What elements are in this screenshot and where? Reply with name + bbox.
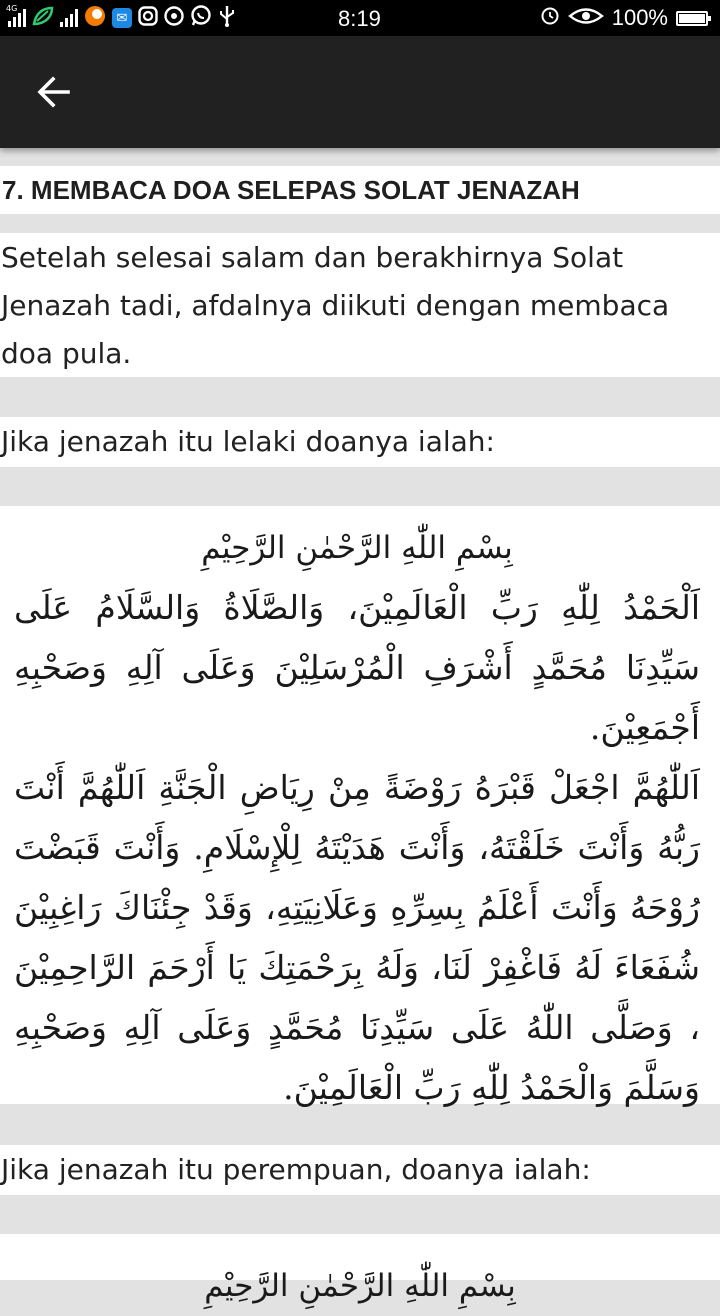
battery-percent: 100%: [611, 5, 668, 30]
male-doa-card: [0, 506, 720, 1107]
basmala-text: بِسْمِ اللّٰهِ الرَّحْمٰنِ الرَّحِيْمِ: [204, 1268, 516, 1304]
network-type-label: 4G: [6, 4, 18, 13]
app-bar: [0, 36, 720, 148]
status-icons-right: [540, 6, 708, 30]
female-doa-label: Jika jenazah itu perempuan, doanya ialah:: [0, 1145, 720, 1195]
male-doa-label: Jika jenazah itu lelaki doanya ialah:: [0, 417, 720, 467]
signal-icon: [60, 9, 78, 27]
status-icons-left: [8, 6, 236, 30]
blue-app-icon: ✉: [112, 8, 132, 28]
doa-intro: اَلْحَمْدُ لِلّٰهِ رَبِّ الْعَالَمِيْنَ، وَالصَّلَاةُ وَالسَّلَامُ عَلَى سَيِّدِنَا مُحَمَّدٍ أَشْرَفِ الْمُرْسَلِيْنَ وَعَلَى آلِهِ وَصَحْبِهِ أَجْمَعِيْنَ.: [14, 588, 700, 747]
female-doa-card: [0, 1234, 720, 1304]
battery-level: [679, 14, 705, 23]
intro-paragraph: Setelah selesai salam dan berakhirnya Solat Jenazah tadi, afdalnya diikuti dengan membaca doa pula.: [0, 233, 720, 377]
doa-text: [14, 578, 700, 1118]
status-bar: [0, 0, 720, 36]
doa-body: اَللّٰهُمَّ اجْعَلْ قَبْرَهُ رَوْضَةً مِنْ رِيَاضِ الْجَنَّةِ اَللّٰهُمَّ أَنْتَ رَبُّهُ وَأَنْتَ خَلَقْتَهُ، وَأَنْتَ هَدَيْتَهُ لِلْإِسْلَامِ. وَأَنْتَ قَبَضْتَ رُوْحَهُ وَأَنْتَ أَعْلَمُ بِسِرِّهِ وَعَلَانِيَتِهِ، وَقَدْ جِئْنَاكَ رَاغِبِيْنَ شُفَعَاءَ لَهُ فَاغْفِرْ لَنَا، وَلَهُ بِرَحْمَتِكَ يَا أَرْحَمَ الرَّاحِمِيْنَ ، وَصَلَّى اللّٰهُ عَلَى سَيِّدِنَا مُحَمَّدٍ وَعَلَى آلِهِ وَصَحْبِهِ وَسَلَّمَ وَالْحَمْدُ لِلّٰهِ رَبِّ الْعَالَمِيْنَ.: [14, 768, 700, 1107]
usb-icon: [218, 5, 236, 31]
orange-app-icon: [84, 5, 106, 31]
basmala-text: بِسْمِ اللّٰهِ الرَّحْمٰنِ الرَّحِيْمِ: [201, 530, 513, 566]
back-button[interactable]: [26, 64, 82, 120]
arrow-left-icon: [36, 74, 72, 110]
whatsapp-icon: [190, 5, 212, 31]
chrome-icon: [164, 6, 184, 30]
instagram-icon: [138, 6, 158, 30]
battery-icon: [676, 11, 708, 26]
section-heading: 7. MEMBACA DOA SELEPAS SOLAT JENAZAH: [0, 166, 720, 214]
leaf-app-icon: [32, 6, 54, 30]
status-time: 8:19: [338, 6, 381, 31]
eye-icon: [568, 5, 604, 31]
signal-4g-icon: [6, 4, 26, 27]
alarm-icon: [540, 5, 560, 31]
